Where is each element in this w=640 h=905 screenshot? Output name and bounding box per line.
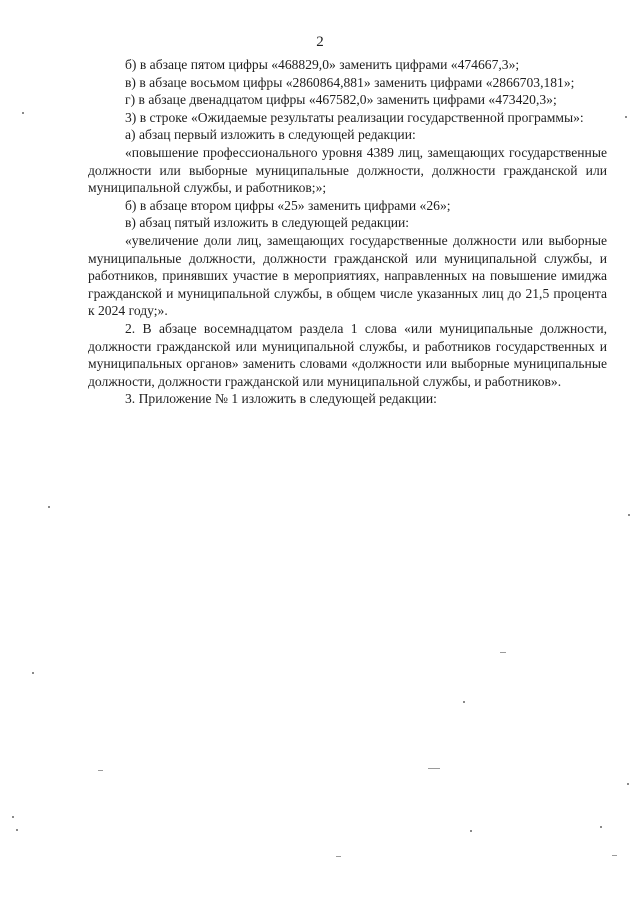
scan-dash	[98, 770, 103, 771]
scan-dash	[428, 768, 440, 769]
scan-speck	[600, 826, 602, 828]
scan-speck	[463, 701, 465, 703]
page-number: 2	[316, 34, 324, 50]
paragraph-item-2: 2. В абзаце восемнадцатом раздела 1 слова «или муниципальные должности, должности гражданской или муниципальной службы, и работников государственных и муниципальных органов» заменить словами «должности или выборные муниципальные должности, должности гражданской или муниципальной службы, и работников».	[88, 320, 607, 389]
scan-dash	[612, 855, 617, 856]
paragraph-v-eighth: в) в абзаце восьмом цифры «2860864,881» заменить цифрами «2866703,181»;	[125, 74, 575, 90]
scan-speck	[48, 506, 50, 508]
scan-speck	[22, 112, 24, 114]
document-body	[88, 56, 607, 408]
scan-speck	[16, 829, 18, 831]
scan-speck	[625, 116, 627, 118]
quote-fifth-paragraph: «увеличение доли лиц, замещающих государственные должности или выборные муниципальные должности, должности гражданской или муниципальной службы, и работников, принявших участие в мероприятиях, направленных на повышение имиджа гражданской и муниципальной службы, в общем числе указанных лиц до 21,5 процента к 2024 году;».	[88, 232, 607, 319]
paragraph-a-first: а) абзац первый изложить в следующей редакции:	[125, 127, 416, 143]
scan-speck	[627, 783, 629, 785]
quote-first-paragraph: «повышение профессионального уровня 4389 лиц, замещающих государственные должности или выборные муниципальные должности, должности гражданской или муниципальной службы, и работников;»;	[88, 144, 607, 196]
scan-speck	[628, 514, 630, 516]
scan-speck	[470, 830, 472, 832]
paragraph-b-second: б) в абзаце втором цифры «25» заменить цифрами «26»;	[125, 197, 451, 213]
paragraph-g-twelfth: г) в абзаце двенадцатом цифры «467582,0» заменить цифрами «473420,3»;	[125, 92, 557, 108]
scan-speck	[32, 672, 34, 674]
paragraph-b-fifth: б) в абзаце пятом цифры «468829,0» заменить цифрами «474667,3»;	[125, 57, 520, 72]
scan-speck	[12, 816, 14, 818]
scan-dash	[336, 856, 341, 857]
paragraph-expected-results: 3) в строке «Ожидаемые результаты реализации государственной программы»:	[125, 109, 584, 125]
paragraph-v-fifth: в) абзац пятый изложить в следующей редакции:	[125, 215, 410, 231]
paragraph-item-3: 3. Приложение № 1 изложить в следующей редакции:	[125, 391, 437, 407]
scan-dash	[500, 652, 506, 653]
